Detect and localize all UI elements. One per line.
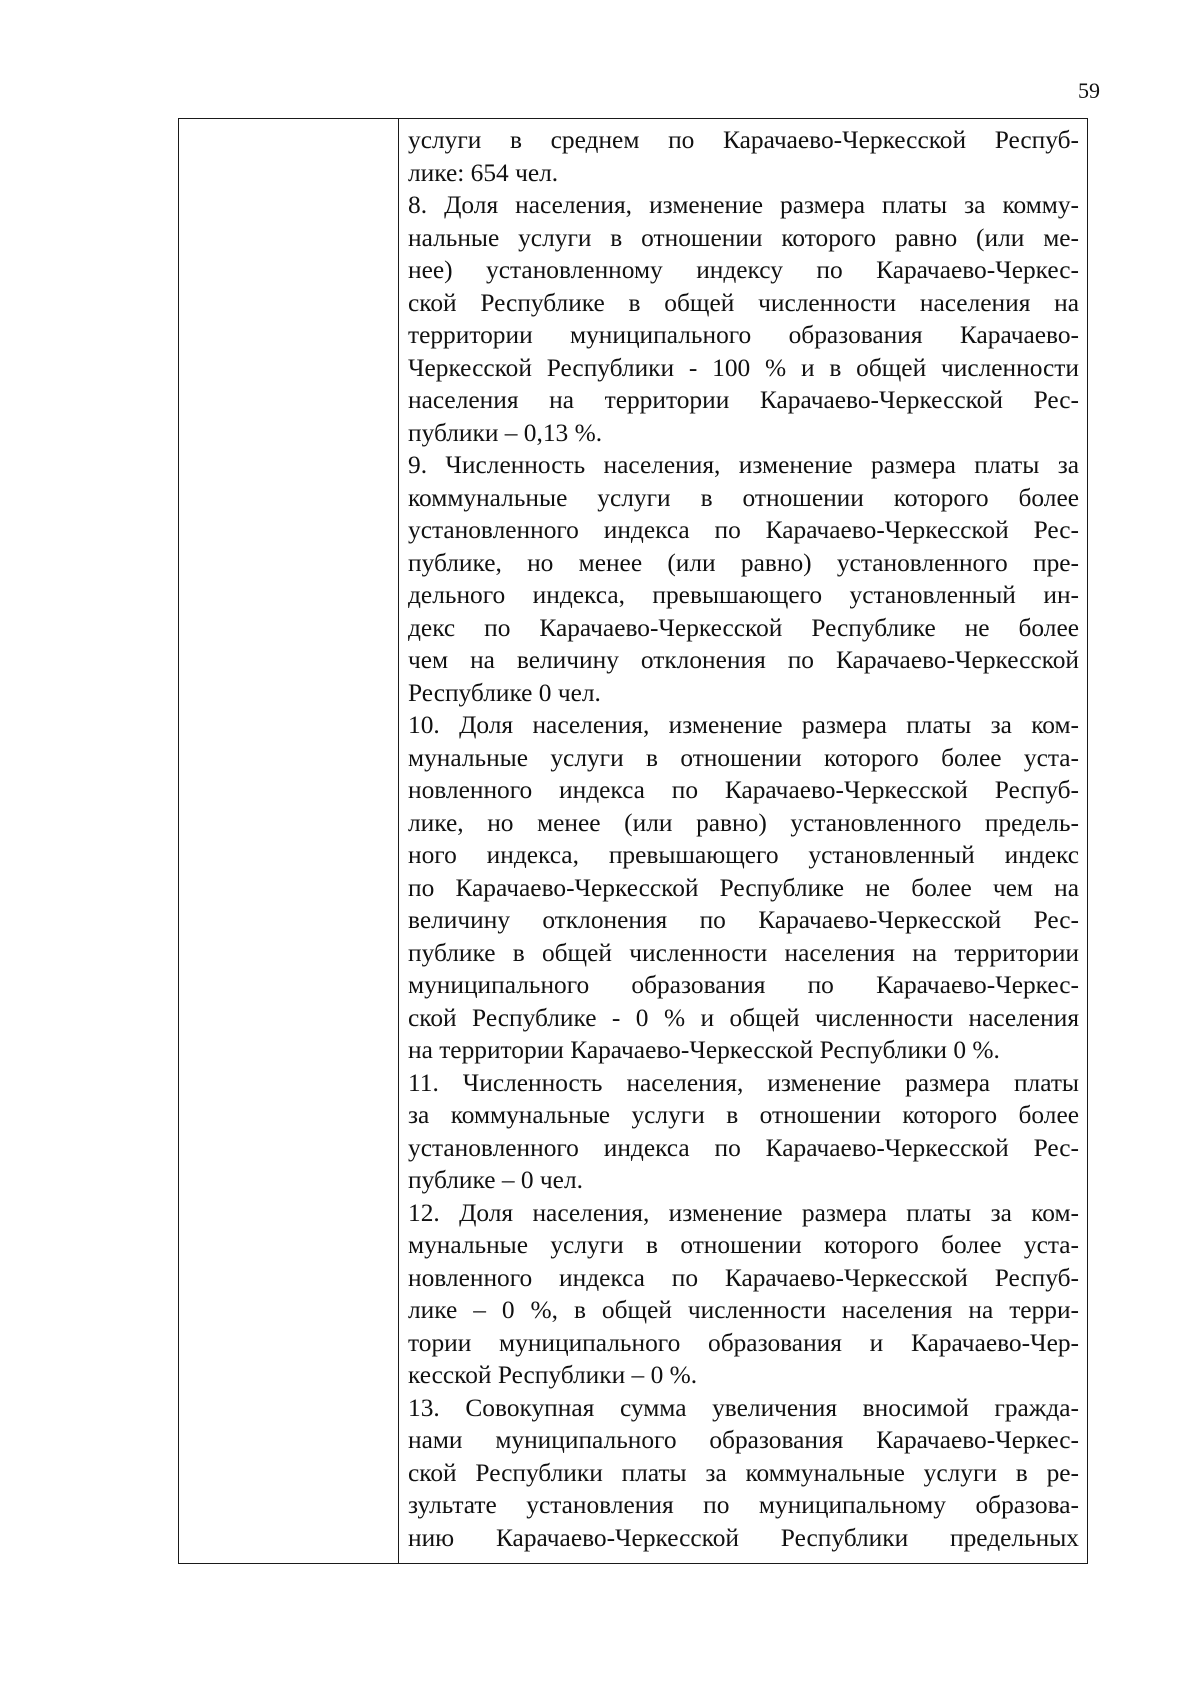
text-line: Черкесской Республики - 100 % и в общей численности	[408, 353, 1079, 382]
text-line: публике в общей численности населения на территории	[408, 938, 1079, 967]
text-line: публике, но менее (или равно) установленного пре-	[408, 548, 1079, 577]
text-line: новленного индекса по Карачаево-Черкесской Респуб-	[408, 776, 1079, 804]
text-line: публике – 0 чел.	[408, 1166, 583, 1194]
text-line: нами муниципального образования Карачаево-Черкес-	[408, 1426, 1079, 1454]
text-line: ного индекса, превышающего установленный индекс	[408, 841, 1079, 869]
text-line: муниципального образования по Карачаево-Черкес-	[408, 971, 1079, 999]
text-line: населения на территории Карачаево-Черкесской Рес-	[408, 386, 1079, 414]
text-line: кесской Республики – 0 %.	[408, 1361, 698, 1389]
text-line: 13. Совокупная сумма увеличения вносимой гражда-	[408, 1393, 1079, 1422]
text-line: нее) установленному индексу по Карачаево-Черкес-	[408, 256, 1079, 284]
text-line: установленного индекса по Карачаево-Черкесской Рес-	[408, 1133, 1079, 1162]
text-line: ской Республике в общей численности населения на	[408, 288, 1079, 317]
text-line: ской Республики платы за коммунальные услуги в ре-	[408, 1458, 1079, 1487]
text-line: по Карачаево-Черкесской Республике не более чем на	[408, 873, 1079, 902]
text-line: на территории Карачаево-Черкесской Республики 0 %.	[408, 1036, 1000, 1064]
text-line: декс по Карачаево-Черкесской Республике не более	[408, 613, 1079, 642]
text-line: новленного индекса по Карачаево-Черкесской Респуб-	[408, 1263, 1079, 1292]
text-line: 11. Численность населения, изменение размера платы	[408, 1068, 1079, 1097]
text-line: за коммунальные услуги в отношении которого более	[408, 1101, 1079, 1129]
text-line: мунальные услуги в отношении которого более уста-	[408, 743, 1079, 772]
text-line: дельного индекса, превышающего установленный ин-	[408, 581, 1079, 609]
text-line: нию Карачаево-Черкесской Республики предельных	[408, 1523, 1079, 1552]
table-right-cell	[399, 119, 1087, 1563]
text-line: коммунальные услуги в отношении которого более	[408, 483, 1079, 512]
document-table	[178, 118, 1088, 1564]
text-line: 9. Численность населения, изменение размера платы за	[408, 451, 1079, 479]
text-line: услуги в среднем по Карачаево-Черкесской Респуб-	[408, 126, 1079, 154]
table-left-cell	[179, 119, 399, 1563]
page-number: 59	[1078, 78, 1100, 103]
text-line: 8. Доля населения, изменение размера платы за комму-	[408, 191, 1079, 219]
text-line: чем на величину отклонения по Карачаево-Черкесской	[408, 646, 1079, 674]
text-line: зультате установления по муниципальному образова-	[408, 1491, 1079, 1519]
text-line: 10. Доля населения, изменение размера платы за ком-	[408, 711, 1079, 739]
text-line: лике: 654 чел.	[408, 158, 559, 187]
text-line: лике, но менее (или равно) установленного предель-	[408, 808, 1079, 837]
text-line: территории муниципального образования Карачаево-	[408, 321, 1079, 349]
text-line: ской Республике - 0 % и общей численности населения	[408, 1003, 1079, 1032]
text-line: нальные услуги в отношении которого равно (или ме-	[408, 223, 1079, 252]
text-line: Республике 0 чел.	[408, 678, 601, 707]
text-line: 12. Доля населения, изменение размера платы за ком-	[408, 1198, 1079, 1227]
text-line: лике – 0 %, в общей численности населения на терри-	[408, 1296, 1079, 1324]
text-line: мунальные услуги в отношении которого более уста-	[408, 1231, 1079, 1259]
text-line: публики – 0,13 %.	[408, 418, 603, 447]
text-line: величину отклонения по Карачаево-Черкесской Рес-	[408, 906, 1079, 934]
text-line: установленного индекса по Карачаево-Черкесской Рес-	[408, 516, 1079, 544]
text-line: тории муниципального образования и Карачаево-Чер-	[408, 1328, 1079, 1357]
